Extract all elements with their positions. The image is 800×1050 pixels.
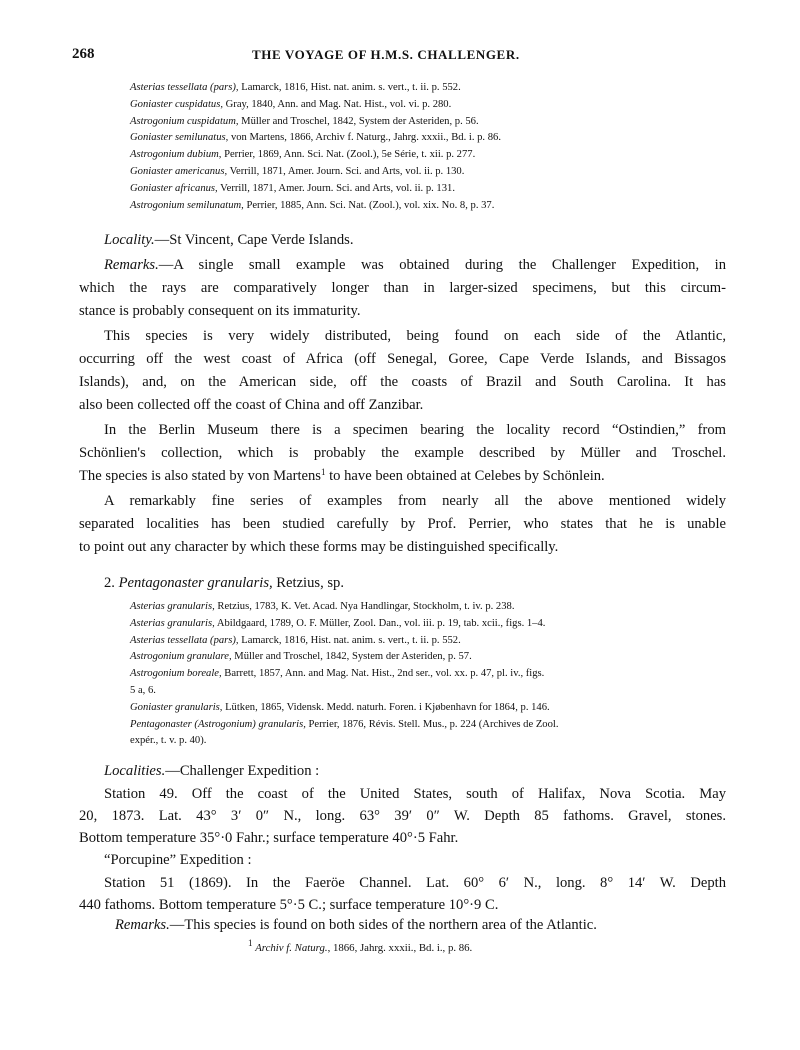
- synonym-continuation: 5 a, 6.: [130, 684, 156, 696]
- synonym-name: Asterias tessellata (pars),: [130, 82, 239, 93]
- synonym-entry: [130, 649, 745, 666]
- synonym-entry: [130, 633, 745, 650]
- synonym-name: Goniaster americanus,: [130, 165, 228, 177]
- remarks-label: Remarks.: [115, 917, 170, 933]
- synonym-entry: [130, 599, 745, 616]
- synonym-name: Goniaster africanus,: [130, 182, 218, 194]
- locality-line: [104, 232, 353, 249]
- remarks-line: [115, 917, 597, 934]
- synonymy-list-1: [130, 80, 745, 214]
- station-line: 20, 1873. Lat. 43° 3′ 0″ N., long. 63° 39′ 0″ W. Depth 85 fathoms. Gravel, stones.: [79, 808, 726, 824]
- species-author: Retzius, sp.: [272, 575, 345, 591]
- remarks-text: —This species is found on both sides of the northern area of the Atlantic.: [169, 917, 597, 933]
- paragraph-line: also been collected off the coast of China and off Zanzibar.: [79, 397, 424, 413]
- paragraph-line: Schönlien's collection, which is probably the example described by Müller and Troschel.: [79, 445, 726, 461]
- synonym-name: Asterias granularis,: [130, 601, 215, 612]
- synonym-entry: [130, 114, 745, 131]
- species-number: 2.: [104, 575, 115, 591]
- page-number: 268: [72, 46, 95, 62]
- page-header: [72, 46, 732, 66]
- synonym-reference: Barrett, 1857, Ann. and Mag. Nat. Hist., 2nd ser., vol. xx. p. 47, pl. iv., figs.: [221, 668, 545, 680]
- synonym-entry: [130, 198, 745, 215]
- synonym-reference: Lamarck, 1816, Hist. nat. anim. s. vert., t. ii. p. 552.: [238, 82, 461, 93]
- synonym-reference: Retzius, 1783, K. Vet. Acad. Nya Handlingar, Stockholm, t. iv. p. 238.: [214, 601, 515, 612]
- synonym-reference: Lütken, 1865, Vidensk. Medd. naturh. Foren. i Kjøbenhavn for 1864, p. 146.: [222, 701, 550, 713]
- locality-label: Locality.: [104, 232, 155, 248]
- synonym-reference: Perrier, 1885, Ann. Sci. Nat. (Zool.), vol. xix. No. 8, p. 37.: [243, 199, 495, 211]
- footnote-reference: , 1866, Jahrg. xxxii., Bd. i., p. 86.: [327, 942, 473, 954]
- paragraph-text: to have been obtained at Celebes by Schönlein.: [325, 468, 605, 484]
- synonym-reference: von Martens, 1866, Archiv f. Naturg., Jahrg. xxxii., Bd. i. p. 86.: [228, 132, 501, 144]
- species-name: Pentagonaster granularis,: [118, 575, 273, 591]
- footnote-marker: 1: [248, 938, 253, 948]
- paragraph-line: occurring off the west coast of Africa (off Senegal, Goree, Cape Verde Islands, and Bissagos: [79, 351, 726, 367]
- synonym-name: Goniaster cuspidatus,: [130, 98, 223, 110]
- synonym-name: Astrogonium granulare,: [130, 651, 232, 663]
- station-line: 440 fathoms. Bottom temperature 5°·5 C.; surface temperature 10°·9 C.: [79, 897, 499, 913]
- paragraph-line: A remarkably fine series of examples from nearly all the above mentioned widely: [104, 493, 726, 509]
- species-heading: [104, 575, 344, 592]
- localities-text: —Challenger Expedition :: [165, 763, 320, 779]
- paragraph-line: separated localities has been studied carefully by Prof. Perrier, who states that he is unable: [79, 516, 726, 532]
- expedition-line: “Porcupine” Expedition :: [104, 852, 252, 868]
- paragraph-text: The species is also stated by von Martens: [79, 468, 321, 484]
- remarks-line: which the rays are comparatively longer than in larger-sized specimens, but this circum-: [79, 280, 726, 296]
- synonym-name: Astrogonium cuspidatum,: [130, 115, 239, 127]
- localities-line: [104, 763, 319, 780]
- paragraph-line: to point out any character by which these forms may be distinguished specifically.: [79, 539, 559, 555]
- station-line: Station 51 (1869). In the Faeröe Channel. Lat. 60° 6′ N., long. 8° 14′ W. Depth: [104, 875, 726, 891]
- synonym-name: Goniaster semilunatus,: [130, 132, 229, 144]
- synonym-entry: [130, 164, 745, 181]
- synonym-reference: Abildgaard, 1789, O. F. Müller, Zool. Dan., vol. iii. p. 19, tab. xcii., figs. 1–4.: [214, 617, 546, 629]
- synonym-entry: [130, 130, 745, 147]
- footnote-marker: 1: [320, 467, 326, 477]
- synonym-reference: Gray, 1840, Ann. and Mag. Nat. Hist., vol. vi. p. 280.: [223, 98, 452, 110]
- synonym-reference: Lamarck, 1816, Hist. nat. anim. s. vert., t. ii. p. 552.: [238, 634, 461, 646]
- synonym-entry: [130, 666, 745, 683]
- remarks-text: —A single small example was obtained during the Challenger Expedition, in: [158, 257, 726, 273]
- remarks-line: [104, 257, 726, 274]
- synonym-reference: Müller and Troschel, 1842, System der Asteriden, p. 56.: [238, 115, 479, 127]
- synonym-entry: [130, 700, 745, 717]
- synonym-reference: Perrier, 1876, Révis. Stell. Mus., p. 224 (Archives de Zool.: [305, 718, 559, 730]
- remarks-line: stance is probably consequent on its immaturity.: [79, 303, 361, 319]
- synonym-entry: [130, 97, 745, 114]
- footnote: [248, 938, 473, 954]
- synonym-reference: Verrill, 1871, Amer. Journ. Sci. and Arts, vol. ii. p. 130.: [227, 165, 465, 177]
- synonym-name: Pentagonaster (Astrogonium) granularis,: [130, 718, 306, 730]
- synonym-continuation: expér., t. v. p. 40).: [130, 735, 207, 747]
- paragraph-line: This species is very widely distributed, being found on each side of the Atlantic,: [104, 328, 726, 344]
- synonym-entry: [130, 616, 745, 633]
- synonym-reference: Perrier, 1869, Ann. Sci. Nat. (Zool.), 5e Série, t. xii. p. 277.: [221, 149, 476, 161]
- synonym-reference: Müller and Troschel, 1842, System der Asteriden, p. 57.: [231, 651, 472, 663]
- paragraph-line: [79, 468, 605, 485]
- synonymy-list-2: [130, 599, 745, 750]
- synonym-name: Astrogonium semilunatum,: [130, 199, 244, 211]
- paragraph-line: In the Berlin Museum there is a specimen bearing the locality record “Ostindien,” from: [104, 422, 726, 438]
- paragraph-line: Islands), and, on the American side, off the coasts of Brazil and South Carolina. It has: [79, 374, 726, 390]
- synonym-name: Goniaster granularis,: [130, 701, 223, 713]
- synonym-name: Astrogonium dubium,: [130, 149, 222, 161]
- locality-text: —St Vincent, Cape Verde Islands.: [154, 232, 354, 248]
- station-line: Bottom temperature 35°·0 Fahr.; surface temperature 40°·5 Fahr.: [79, 830, 459, 846]
- synonym-name: Astrogonium boreale,: [130, 668, 222, 680]
- synonym-entry: [130, 147, 745, 164]
- synonym-name: Asterias granularis,: [130, 617, 215, 629]
- synonym-entry: [130, 80, 745, 97]
- localities-label: Localities.: [104, 763, 166, 779]
- synonym-entry: [130, 181, 745, 198]
- synonym-entry: [130, 717, 745, 734]
- remarks-label: Remarks.: [104, 257, 159, 273]
- synonym-name: Asterias tessellata (pars),: [130, 634, 239, 646]
- synonym-reference: Verrill, 1871, Amer. Journ. Sci. and Arts, vol. ii. p. 131.: [217, 182, 455, 194]
- station-line: Station 49. Off the coast of the United States, south of Halifax, Nova Scotia. May: [104, 786, 726, 802]
- running-title: THE VOYAGE OF H.M.S. CHALLENGER.: [252, 47, 520, 62]
- footnote-journal: Archiv f. Naturg.: [255, 942, 328, 954]
